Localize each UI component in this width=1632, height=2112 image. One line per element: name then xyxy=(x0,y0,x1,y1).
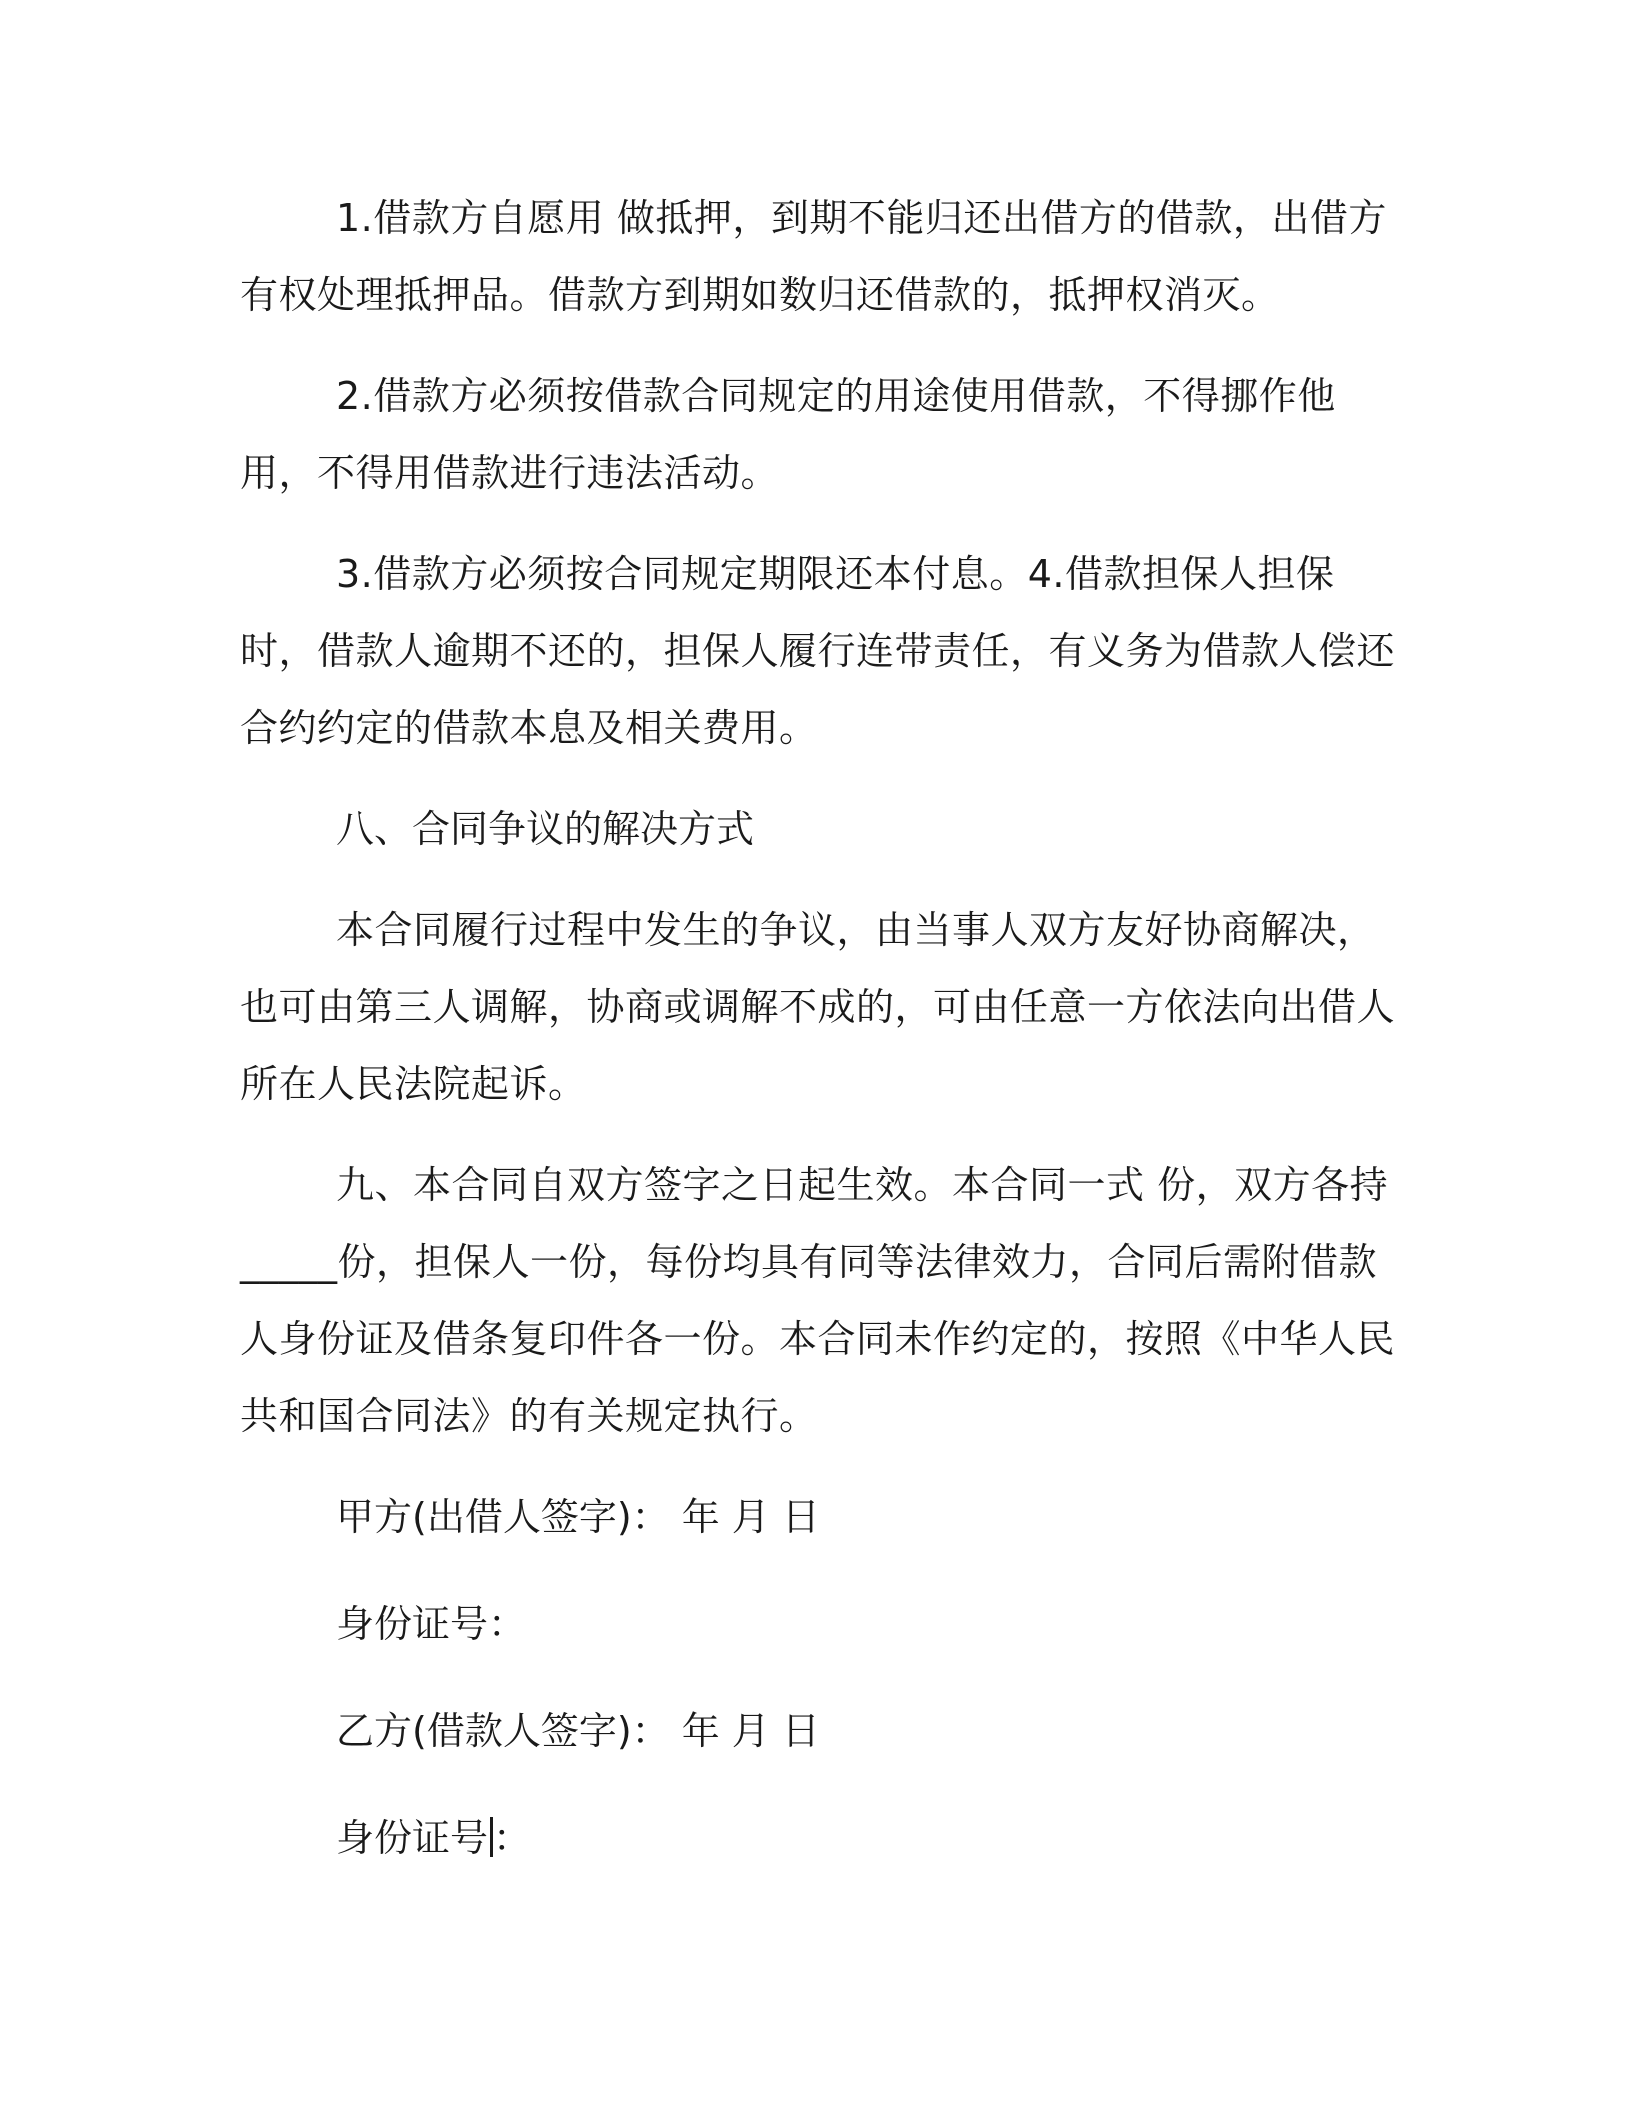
section-8-heading: 八、合同争议的解决方式 xyxy=(336,807,755,851)
clause-2-paragraph: 2.借款方必须按借款合同规定的用途使用借款，不得挪作他用，不得用借款进行违法活动。 xyxy=(240,374,1336,495)
document-body xyxy=(240,180,1400,1907)
clause-1-paragraph: 1.借款方自愿用 做抵押，到期不能归还出借方的借款，出借方有权处理抵押品。借款方到期如数归还借款的，抵押权消灭。 xyxy=(240,196,1387,317)
party-a-id-number-line: 身份证号： xyxy=(336,1602,527,1646)
party-b-signature-line: 乙方(借款人签字)： 年 月 日 xyxy=(336,1709,820,1753)
clause-3-4-paragraph: 3.借款方必须按合同规定期限还本付息。4.借款担保人担保时，借款人逾期不还的，担保人履行连带责任，有义务为借款人偿还合约约定的借款本息及相关费用。 xyxy=(240,552,1396,750)
party-b-id-number-line[interactable] xyxy=(240,1800,1400,1877)
party-b-id-colon: ： xyxy=(493,1816,532,1860)
section-8-paragraph: 本合同履行过程中发生的争议，由当事人双方友好协商解决，也可由第三人调解，协商或调解不成的，可由任意一方依法向出借人所在人民法院起诉。 xyxy=(240,908,1396,1106)
party-b-id-label: 身份证号 xyxy=(336,1816,489,1860)
party-a-signature-line: 甲方(出借人签字)： 年 月 日 xyxy=(336,1495,820,1539)
section-9-paragraph: 九、本合同自双方签字之日起生效。本合同一式 份，双方各持_____份，担保人一份，每份均具有同等法律效力，合同后需附借款人身份证及借条复印件各一份。本合同未作约定的，按照《中华人民共和国合同法》的有关规定执行。 xyxy=(240,1163,1396,1438)
